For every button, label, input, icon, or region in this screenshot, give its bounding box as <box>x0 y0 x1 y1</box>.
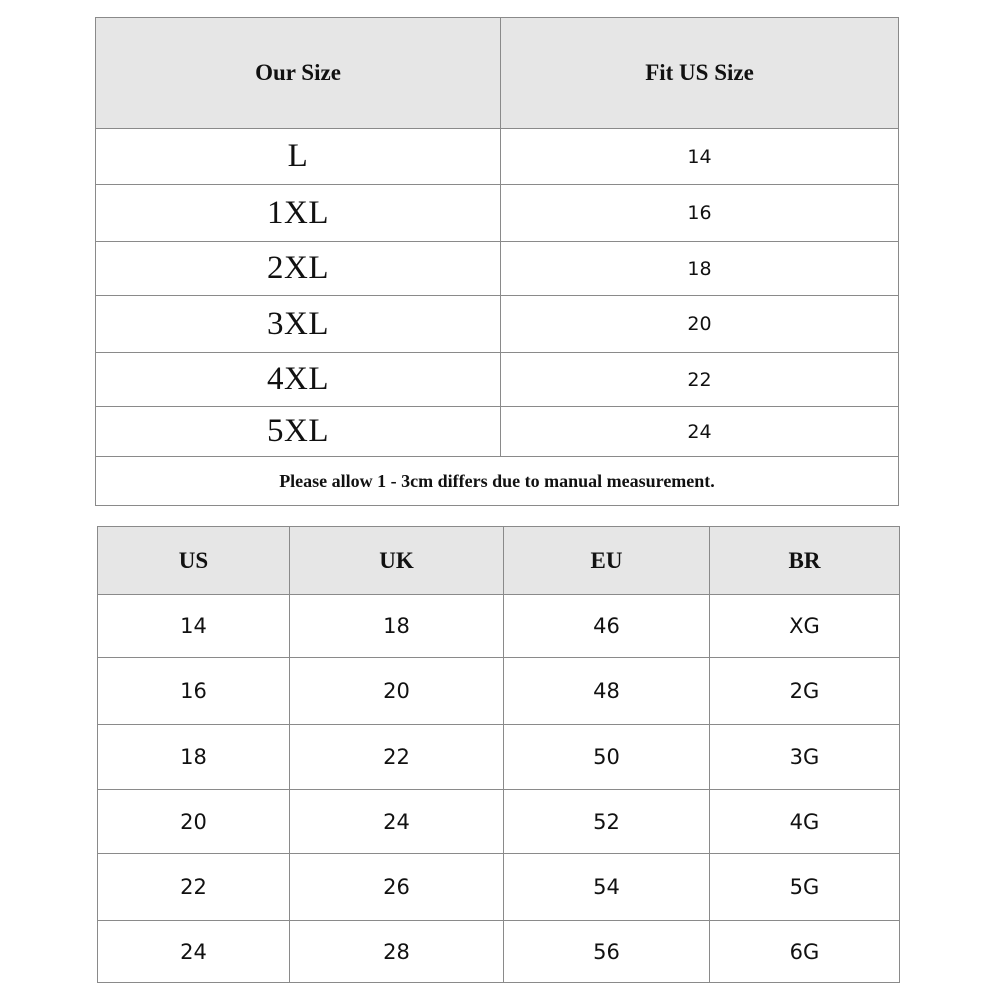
uk-size-cell: 20 <box>290 658 504 725</box>
header-us: US <box>98 527 290 595</box>
conversion-row <box>98 595 900 658</box>
size-conversion-table <box>97 526 900 983</box>
header-our-size: Our Size <box>96 18 501 129</box>
our-size-cell: 2XL <box>96 242 501 296</box>
br-size-cell: 4G <box>710 790 900 854</box>
our-size-cell: 4XL <box>96 353 501 407</box>
eu-size-cell: 46 <box>504 595 710 658</box>
header-br: BR <box>710 527 900 595</box>
us-size-cell: 24 <box>98 921 290 983</box>
us-size-cell: 20 <box>98 790 290 854</box>
size-row <box>96 353 899 407</box>
conversion-row <box>98 658 900 725</box>
size-row <box>96 242 899 296</box>
us-size-cell: 22 <box>98 854 290 921</box>
conversion-row <box>98 854 900 921</box>
conversion-header-row <box>98 527 900 595</box>
uk-size-cell: 22 <box>290 725 504 790</box>
size-row <box>96 185 899 242</box>
size-chart-table <box>95 17 899 506</box>
size-row <box>96 296 899 353</box>
our-size-cell: 1XL <box>96 185 501 242</box>
uk-size-cell: 26 <box>290 854 504 921</box>
measurement-note: Please allow 1 - 3cm differs due to manual measurement. <box>96 457 899 506</box>
eu-size-cell: 48 <box>504 658 710 725</box>
br-size-cell: 3G <box>710 725 900 790</box>
conversion-row <box>98 725 900 790</box>
header-eu: EU <box>504 527 710 595</box>
fit-us-size-cell: 14 <box>501 129 899 185</box>
uk-size-cell: 24 <box>290 790 504 854</box>
br-size-cell: 2G <box>710 658 900 725</box>
our-size-cell: L <box>96 129 501 185</box>
our-size-cell: 3XL <box>96 296 501 353</box>
header-fit-us-size: Fit US Size <box>501 18 899 129</box>
eu-size-cell: 52 <box>504 790 710 854</box>
fit-us-size-cell: 16 <box>501 185 899 242</box>
us-size-cell: 16 <box>98 658 290 725</box>
conversion-row <box>98 790 900 854</box>
fit-us-size-cell: 22 <box>501 353 899 407</box>
eu-size-cell: 54 <box>504 854 710 921</box>
fit-us-size-cell: 18 <box>501 242 899 296</box>
us-size-cell: 14 <box>98 595 290 658</box>
size-chart-header-row <box>96 18 899 129</box>
size-row <box>96 129 899 185</box>
fit-us-size-cell: 24 <box>501 407 899 457</box>
us-size-cell: 18 <box>98 725 290 790</box>
our-size-cell: 5XL <box>96 407 501 457</box>
eu-size-cell: 56 <box>504 921 710 983</box>
header-uk: UK <box>290 527 504 595</box>
uk-size-cell: 28 <box>290 921 504 983</box>
conversion-row <box>98 921 900 983</box>
eu-size-cell: 50 <box>504 725 710 790</box>
uk-size-cell: 18 <box>290 595 504 658</box>
fit-us-size-cell: 20 <box>501 296 899 353</box>
br-size-cell: 6G <box>710 921 900 983</box>
size-row <box>96 407 899 457</box>
br-size-cell: XG <box>710 595 900 658</box>
br-size-cell: 5G <box>710 854 900 921</box>
measurement-note-row <box>96 457 899 506</box>
